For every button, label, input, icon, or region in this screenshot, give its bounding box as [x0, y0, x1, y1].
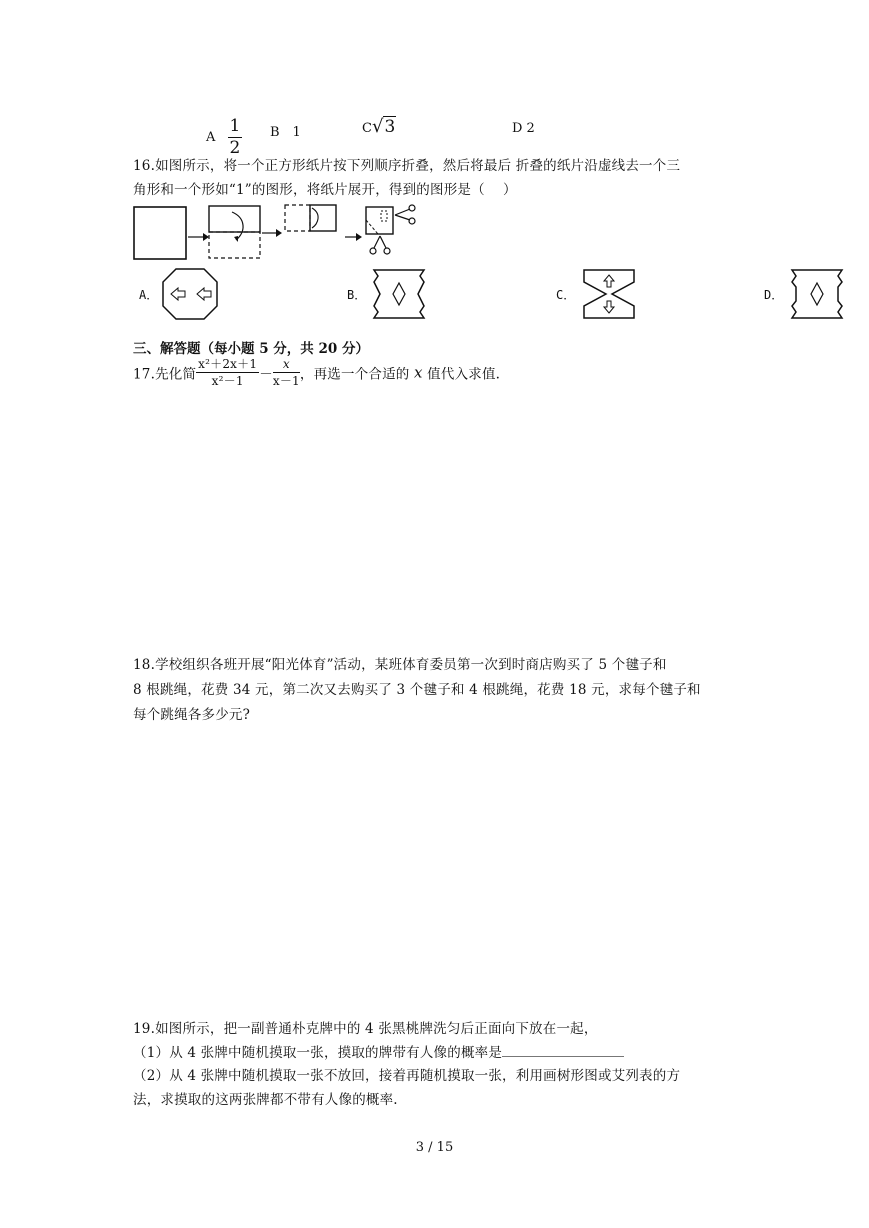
q19-line-1: 19.如图所示，把一副普通朴克牌中的 4 张黑桃牌洗匀后正面向下放在一起，: [133, 1021, 598, 1037]
q19-line-4: 法，求摸取的这两张牌都不带有人像的概率.: [133, 1092, 398, 1108]
q16-option-c-label: C．: [556, 288, 576, 302]
q15-option-c-letter: C: [362, 121, 372, 136]
answer-blank: [502, 1044, 624, 1057]
sqrt-expression: √3: [371, 116, 396, 137]
q17-suffix-a: ，再选一个合适的: [299, 366, 414, 383]
q19-line-2-text: （1）从 4 张牌中随机摸取一张，摸取的牌带有人像的概率是: [133, 1045, 503, 1061]
q16-option-a-label: A．: [139, 288, 159, 302]
q17-prefix: 17.先化简: [133, 366, 197, 383]
q17-line: [133, 358, 500, 387]
q17-variable: x: [414, 363, 423, 382]
section-3-heading: 三、解答题（每小题 5 分，共 20 分）: [133, 341, 369, 357]
q17-fraction-1: [196, 358, 259, 387]
q18-line-3: 每个跳绳各多少元?: [133, 707, 251, 723]
down-arrow-icon: [604, 301, 614, 313]
q17-fraction-2-denominator: x－1: [272, 374, 300, 388]
q18-line-2: 8 根跳绳，花费 34 元，第二次又去购买了 3 个毽子和 4 根跳绳，花费 18 元，求每个毽子和: [133, 682, 701, 698]
page-number: 3 / 15: [415, 1140, 454, 1155]
fold-step-1-square: [134, 207, 186, 259]
q16-line-1: 16.如图所示，将一个正方形纸片按下列顺序折叠，然后将最后 折叠的纸片沿虚线去一个三: [133, 158, 681, 174]
q15-option-b: B 1: [270, 125, 301, 140]
q17-suffix-b: 值代入求值.: [422, 366, 501, 383]
left-arrow-icon: [171, 288, 185, 300]
fold-step-3-curve-arrow: [312, 208, 318, 228]
q17-fraction-2-numerator: x: [273, 358, 300, 373]
q18-line-1: 18.学校组织各班开展“阳光体育”活动，某班体育委员第一次到时商店购买了 5 个毽子和: [133, 657, 667, 673]
scissors-icon-bottom: [370, 236, 390, 254]
q15-option-d: D 2: [512, 121, 535, 136]
fold-step-3-left-dashed: [285, 205, 310, 231]
q17-fraction-1-denominator: x²－1: [211, 374, 244, 388]
q16-line-2: 角形和一个形如“1”的图形，将纸片展开，得到的图形是（ ）: [133, 182, 517, 198]
fold-arrow-2-head: [276, 229, 282, 237]
fold-step-4-square: [366, 207, 393, 234]
left-arrow-icon-2: [197, 288, 211, 300]
fraction-denominator: 2: [229, 138, 241, 158]
option-d-shape: [792, 270, 842, 318]
q17-minus: －: [259, 366, 273, 383]
up-arrow-icon: [604, 275, 614, 287]
q16-option-d-label: D．: [764, 288, 784, 302]
option-b-shape: [374, 270, 424, 318]
q19-line-3: （2）从 4 张牌中随机摸取一张不放回，接着再随机摸取一张，利用画树形图或艾列表的方: [133, 1068, 681, 1084]
q19-line-2: [133, 1041, 624, 1061]
diamond-icon-d: [811, 283, 823, 305]
fold-step-4-cut-line: [366, 220, 378, 234]
fold-step-4-cut-one: [381, 211, 387, 221]
q16-option-b-label: B．: [347, 288, 367, 302]
fold-arrow-3-head: [356, 233, 362, 241]
scissors-icon-top: [395, 205, 415, 224]
sqrt-radicand: 3: [384, 117, 396, 137]
fold-step-2-bottom-dashed: [209, 232, 260, 258]
fold-step-2-top: [209, 206, 260, 232]
q17-fraction-1-numerator: x²＋2x＋1: [198, 357, 258, 371]
fold-arrow-1-head: [203, 233, 209, 241]
q15-option-a-letter: A: [206, 130, 216, 145]
q17-fraction-2: [273, 358, 300, 387]
option-c-shape: [584, 270, 634, 318]
fold-step-2-curve-arrow: [232, 212, 243, 240]
fraction-numerator: 1: [229, 116, 241, 136]
fold-step-2-curve-head: [234, 236, 238, 242]
diamond-icon-b: [393, 283, 405, 305]
